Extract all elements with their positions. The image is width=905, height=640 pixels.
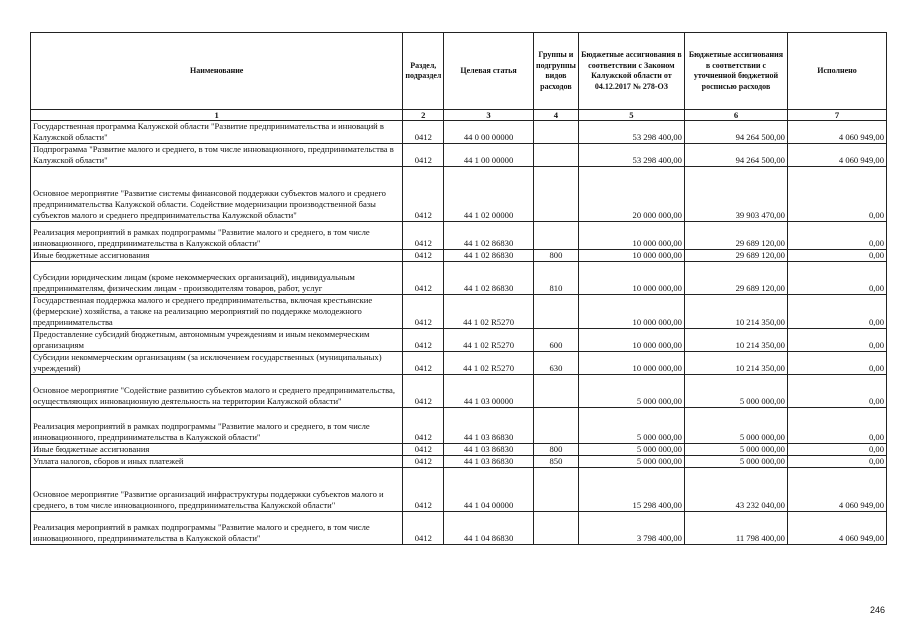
row-refined: 5 000 000,00	[684, 456, 787, 468]
row-done: 0,00	[787, 456, 886, 468]
row-refined: 43 232 040,00	[684, 468, 787, 512]
row-group	[533, 468, 578, 512]
row-target: 44 1 02 86830	[444, 250, 534, 262]
row-law: 3 798 400,00	[578, 512, 684, 545]
header-done: Исполнено	[787, 33, 886, 110]
row-name: Субсидии юридическим лицам (кроме некоммерческих организаций), индивидуальным предпринимателям, физическим лицам - производителям товаров, работ, услуг	[31, 262, 403, 295]
col-num: 2	[403, 110, 444, 121]
row-name: Реализация мероприятий в рамках подпрограммы "Развитие малого и среднего, в том числе инновационного, предпринимательства в Калужской области"	[31, 408, 403, 444]
row-section: 0412	[403, 512, 444, 545]
header-law: Бюджетные ассигнования в соответствии с Законом Калужской области от 04.12.2017 № 278-ОЗ	[578, 33, 684, 110]
row-name: Государственная программа Калужской области "Развитие предпринимательства и инноваций в Калужской области"	[31, 121, 403, 144]
row-group	[533, 375, 578, 408]
table-row	[31, 295, 887, 329]
row-group: 850	[533, 456, 578, 468]
table-row	[31, 512, 887, 545]
row-group: 630	[533, 352, 578, 375]
row-law: 10 000 000,00	[578, 295, 684, 329]
row-target: 44 1 03 86830	[444, 456, 534, 468]
row-law: 20 000 000,00	[578, 167, 684, 222]
row-name: Субсидии некоммерческим организациям (за исключением государственных (муниципальных) учреждений)	[31, 352, 403, 375]
table-row	[31, 167, 887, 222]
row-law: 5 000 000,00	[578, 444, 684, 456]
header-target: Целевая статья	[444, 33, 534, 110]
row-refined: 94 264 500,00	[684, 121, 787, 144]
row-law: 10 000 000,00	[578, 329, 684, 352]
row-section: 0412	[403, 352, 444, 375]
budget-table	[30, 32, 887, 545]
row-refined: 39 903 470,00	[684, 167, 787, 222]
row-target: 44 1 02 86830	[444, 262, 534, 295]
table-row	[31, 375, 887, 408]
row-target: 44 1 00 00000	[444, 144, 534, 167]
row-name: Основное мероприятие "Содействие развитию субъектов малого и среднего предпринимательства, осуществляющих инновационную деятельность на территории Калужской области"	[31, 375, 403, 408]
row-name: Государственная поддержка малого и среднего предпринимательства, включая крестьянские (фермерские) хозяйства, а также на реализацию мероприятий по поддержке молодежного предпринимательства	[31, 295, 403, 329]
row-done: 4 060 949,00	[787, 512, 886, 545]
row-refined: 10 214 350,00	[684, 329, 787, 352]
row-name: Реализация мероприятий в рамках подпрограммы "Развитие малого и среднего, в том числе инновационного, предпринимательства в Калужской области"	[31, 222, 403, 250]
row-law: 10 000 000,00	[578, 262, 684, 295]
table-row	[31, 250, 887, 262]
row-section: 0412	[403, 444, 444, 456]
row-group	[533, 121, 578, 144]
column-number-row	[31, 110, 887, 121]
row-done: 0,00	[787, 329, 886, 352]
row-target: 44 1 04 00000	[444, 468, 534, 512]
row-section: 0412	[403, 121, 444, 144]
header-groups: Группы и подгруппы видов расходов	[533, 33, 578, 110]
row-refined: 5 000 000,00	[684, 375, 787, 408]
row-law: 15 298 400,00	[578, 468, 684, 512]
row-target: 44 1 02 R5270	[444, 329, 534, 352]
row-name: Предоставление субсидий бюджетным, автономным учреждениям и иным некоммерческим организациям	[31, 329, 403, 352]
row-group: 600	[533, 329, 578, 352]
row-refined: 11 798 400,00	[684, 512, 787, 545]
row-refined: 29 689 120,00	[684, 222, 787, 250]
row-group	[533, 512, 578, 545]
col-num: 4	[533, 110, 578, 121]
row-name: Уплата налогов, сборов и иных платежей	[31, 456, 403, 468]
table-row	[31, 456, 887, 468]
row-group: 800	[533, 444, 578, 456]
table-row	[31, 352, 887, 375]
col-num: 5	[578, 110, 684, 121]
row-done: 0,00	[787, 250, 886, 262]
row-done: 4 060 949,00	[787, 144, 886, 167]
row-law: 10 000 000,00	[578, 222, 684, 250]
table-row	[31, 222, 887, 250]
row-done: 0,00	[787, 444, 886, 456]
row-law: 10 000 000,00	[578, 250, 684, 262]
row-section: 0412	[403, 144, 444, 167]
row-group: 800	[533, 250, 578, 262]
row-section: 0412	[403, 468, 444, 512]
row-refined: 29 689 120,00	[684, 262, 787, 295]
row-done: 4 060 949,00	[787, 121, 886, 144]
col-num: 1	[31, 110, 403, 121]
row-group: 810	[533, 262, 578, 295]
row-section: 0412	[403, 295, 444, 329]
row-name: Иные бюджетные ассигнования	[31, 444, 403, 456]
row-done: 0,00	[787, 262, 886, 295]
row-group	[533, 222, 578, 250]
header-refined: Бюджетные ассигнования в соответствии с уточненной бюджетной росписью расходов	[684, 33, 787, 110]
row-done: 0,00	[787, 222, 886, 250]
row-done: 0,00	[787, 295, 886, 329]
row-refined: 5 000 000,00	[684, 444, 787, 456]
row-section: 0412	[403, 250, 444, 262]
table-row	[31, 329, 887, 352]
row-target: 44 1 04 86830	[444, 512, 534, 545]
row-name: Основное мероприятие "Развитие организаций инфраструктуры поддержки субъектов малого и среднего, в том числе инновационного, предпринимательства Калужской области"	[31, 468, 403, 512]
row-group	[533, 295, 578, 329]
row-section: 0412	[403, 375, 444, 408]
row-law: 53 298 400,00	[578, 121, 684, 144]
row-law: 53 298 400,00	[578, 144, 684, 167]
row-refined: 10 214 350,00	[684, 295, 787, 329]
row-target: 44 1 03 86830	[444, 444, 534, 456]
row-done: 0,00	[787, 352, 886, 375]
row-law: 5 000 000,00	[578, 456, 684, 468]
row-done: 0,00	[787, 167, 886, 222]
row-target: 44 1 02 R5270	[444, 352, 534, 375]
row-target: 44 1 02 R5270	[444, 295, 534, 329]
col-num: 7	[787, 110, 886, 121]
table-row	[31, 468, 887, 512]
col-num: 6	[684, 110, 787, 121]
col-num: 3	[444, 110, 534, 121]
row-section: 0412	[403, 408, 444, 444]
row-section: 0412	[403, 262, 444, 295]
row-name: Реализация мероприятий в рамках подпрограммы "Развитие малого и среднего, в том числе инновационного, предпринимательства в Калужской области"	[31, 512, 403, 545]
header-section: Раздел, подраздел	[403, 33, 444, 110]
table-row	[31, 444, 887, 456]
row-section: 0412	[403, 329, 444, 352]
row-target: 44 1 03 86830	[444, 408, 534, 444]
page-number: 246	[869, 605, 885, 615]
row-refined: 5 000 000,00	[684, 408, 787, 444]
row-section: 0412	[403, 222, 444, 250]
row-group	[533, 167, 578, 222]
row-refined: 94 264 500,00	[684, 144, 787, 167]
row-done: 0,00	[787, 408, 886, 444]
row-refined: 29 689 120,00	[684, 250, 787, 262]
table-row	[31, 121, 887, 144]
row-target: 44 0 00 00000	[444, 121, 534, 144]
header-row	[31, 33, 887, 110]
row-name: Основное мероприятие "Развитие системы финансовой поддержки субъектов малого и среднего предпринимательства Калужской области. Содействие модернизации производственной базы субъектов малого и среднего предпринимательства Калужской области"	[31, 167, 403, 222]
table-row	[31, 408, 887, 444]
row-done: 4 060 949,00	[787, 468, 886, 512]
row-target: 44 1 02 86830	[444, 222, 534, 250]
row-done: 0,00	[787, 375, 886, 408]
row-section: 0412	[403, 167, 444, 222]
row-law: 10 000 000,00	[578, 352, 684, 375]
row-group	[533, 408, 578, 444]
row-target: 44 1 03 00000	[444, 375, 534, 408]
header-name: Наименование	[31, 33, 403, 110]
table-row	[31, 144, 887, 167]
row-name: Подпрограмма "Развитие малого и среднего, в том числе инновационного, предпринимательства в Калужской области"	[31, 144, 403, 167]
row-law: 5 000 000,00	[578, 375, 684, 408]
row-group	[533, 144, 578, 167]
row-section: 0412	[403, 456, 444, 468]
table-row	[31, 262, 887, 295]
row-target: 44 1 02 00000	[444, 167, 534, 222]
row-name: Иные бюджетные ассигнования	[31, 250, 403, 262]
row-law: 5 000 000,00	[578, 408, 684, 444]
row-refined: 10 214 350,00	[684, 352, 787, 375]
